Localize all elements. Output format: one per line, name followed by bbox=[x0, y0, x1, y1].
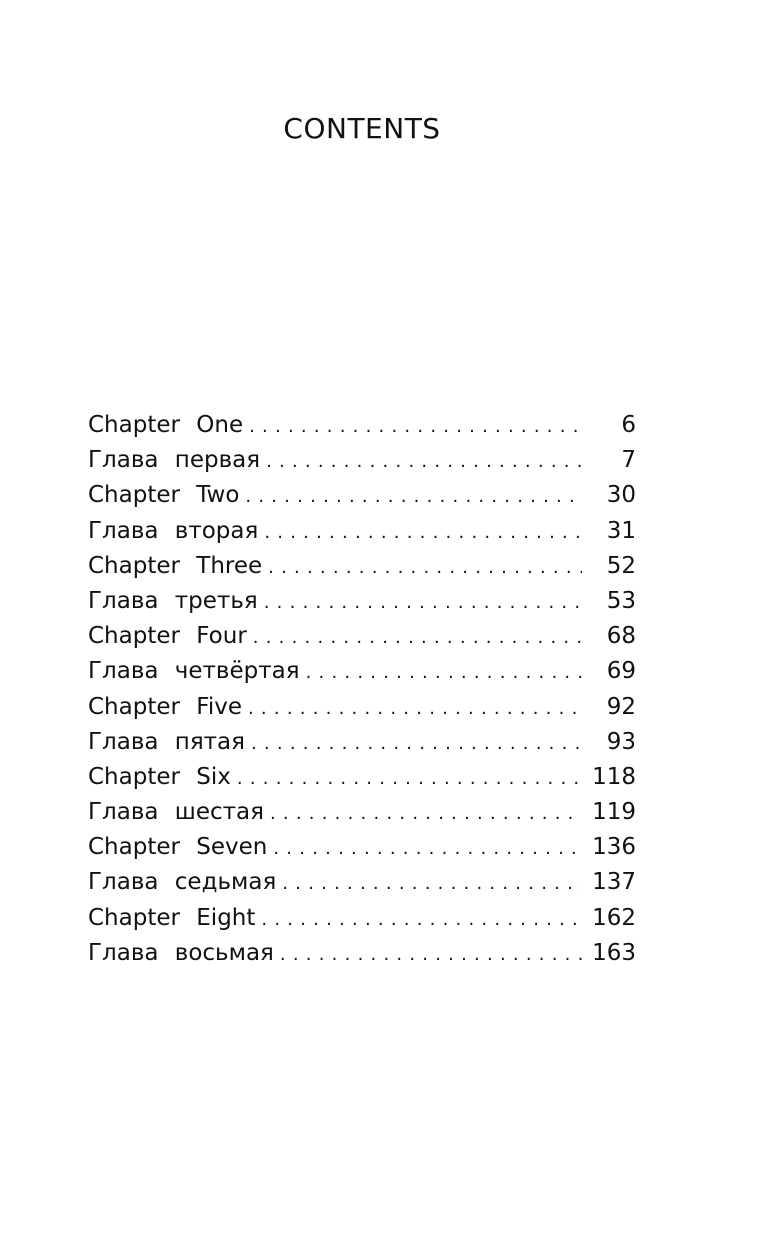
toc-entry bbox=[88, 694, 636, 729]
toc-entry bbox=[88, 623, 636, 658]
toc-entry-page-number: 6 bbox=[621, 412, 636, 438]
toc-entry-label: Глава восьмая bbox=[88, 939, 274, 966]
toc-entry-label: Chapter Six bbox=[88, 763, 231, 790]
dot-leader bbox=[264, 592, 582, 613]
dot-leader bbox=[306, 662, 582, 683]
toc-entry-page-number: 162 bbox=[592, 904, 636, 931]
toc-entry-page-number: 69 bbox=[606, 658, 636, 685]
toc-entry bbox=[88, 729, 636, 764]
dot-leader bbox=[248, 698, 582, 719]
toc-entry-label: Глава четвёртая bbox=[88, 658, 300, 685]
toc-entry bbox=[88, 764, 636, 799]
toc-entry bbox=[88, 518, 636, 553]
toc-entry-label: Chapter Seven bbox=[88, 834, 268, 861]
dot-leader bbox=[273, 838, 582, 859]
toc-entry-page-number: 92 bbox=[606, 693, 636, 720]
toc-entry-page-number: 52 bbox=[606, 552, 636, 579]
toc-entry-label: Chapter Four bbox=[88, 623, 247, 650]
toc-entry bbox=[88, 834, 636, 869]
dot-leader bbox=[282, 873, 582, 894]
toc-entry-label: Глава первая bbox=[88, 447, 261, 474]
toc-entry-page-number: 30 bbox=[606, 482, 636, 509]
toc-entry-label: Chapter Five bbox=[88, 693, 242, 720]
toc-entry bbox=[88, 905, 636, 940]
dot-leader bbox=[261, 909, 582, 930]
dot-leader bbox=[251, 733, 582, 754]
dot-leader bbox=[264, 522, 582, 543]
toc-entry-page-number: 31 bbox=[606, 517, 636, 544]
toc-entry-page-number: 68 bbox=[606, 623, 636, 650]
toc-entry-page-number: 136 bbox=[592, 834, 636, 861]
toc-entry-label: Глава третья bbox=[88, 587, 258, 614]
dot-leader bbox=[237, 768, 582, 789]
toc-entry-label: Глава вторая bbox=[88, 517, 259, 544]
toc-entry-label: Глава пятая bbox=[88, 728, 245, 755]
toc-entry-page-number: 93 bbox=[606, 728, 636, 755]
toc-entry-label: Глава седьмая bbox=[88, 869, 277, 896]
toc-entry-label: Chapter One bbox=[88, 412, 244, 438]
toc-entry-label: Chapter Eight bbox=[88, 904, 256, 931]
toc-entry bbox=[88, 447, 636, 482]
dot-leader bbox=[253, 627, 582, 648]
table-of-contents bbox=[88, 412, 636, 975]
toc-entry-page-number: 163 bbox=[592, 939, 636, 966]
toc-entry bbox=[88, 658, 636, 693]
toc-entry-page-number: 119 bbox=[592, 799, 636, 826]
page-title: CONTENTS bbox=[283, 112, 441, 145]
toc-entry-label: Chapter Three bbox=[88, 552, 263, 579]
toc-entry bbox=[88, 482, 636, 517]
toc-entry-page-number: 7 bbox=[621, 447, 636, 474]
toc-entry bbox=[88, 588, 636, 623]
dot-leader bbox=[280, 944, 582, 965]
dot-leader bbox=[249, 416, 582, 437]
toc-entry-page-number: 53 bbox=[606, 587, 636, 614]
dot-leader bbox=[268, 557, 582, 578]
toc-entry bbox=[88, 799, 636, 834]
toc-entry bbox=[88, 412, 636, 447]
toc-entry bbox=[88, 553, 636, 588]
dot-leader bbox=[245, 486, 582, 507]
toc-entry bbox=[88, 869, 636, 904]
toc-entry-page-number: 137 bbox=[592, 869, 636, 896]
toc-entry-label: Chapter Two bbox=[88, 482, 240, 509]
toc-entry-label: Глава шестая bbox=[88, 799, 264, 826]
toc-entry bbox=[88, 940, 636, 975]
dot-leader bbox=[270, 803, 582, 824]
dot-leader bbox=[266, 451, 582, 472]
toc-entry-page-number: 118 bbox=[592, 763, 636, 790]
